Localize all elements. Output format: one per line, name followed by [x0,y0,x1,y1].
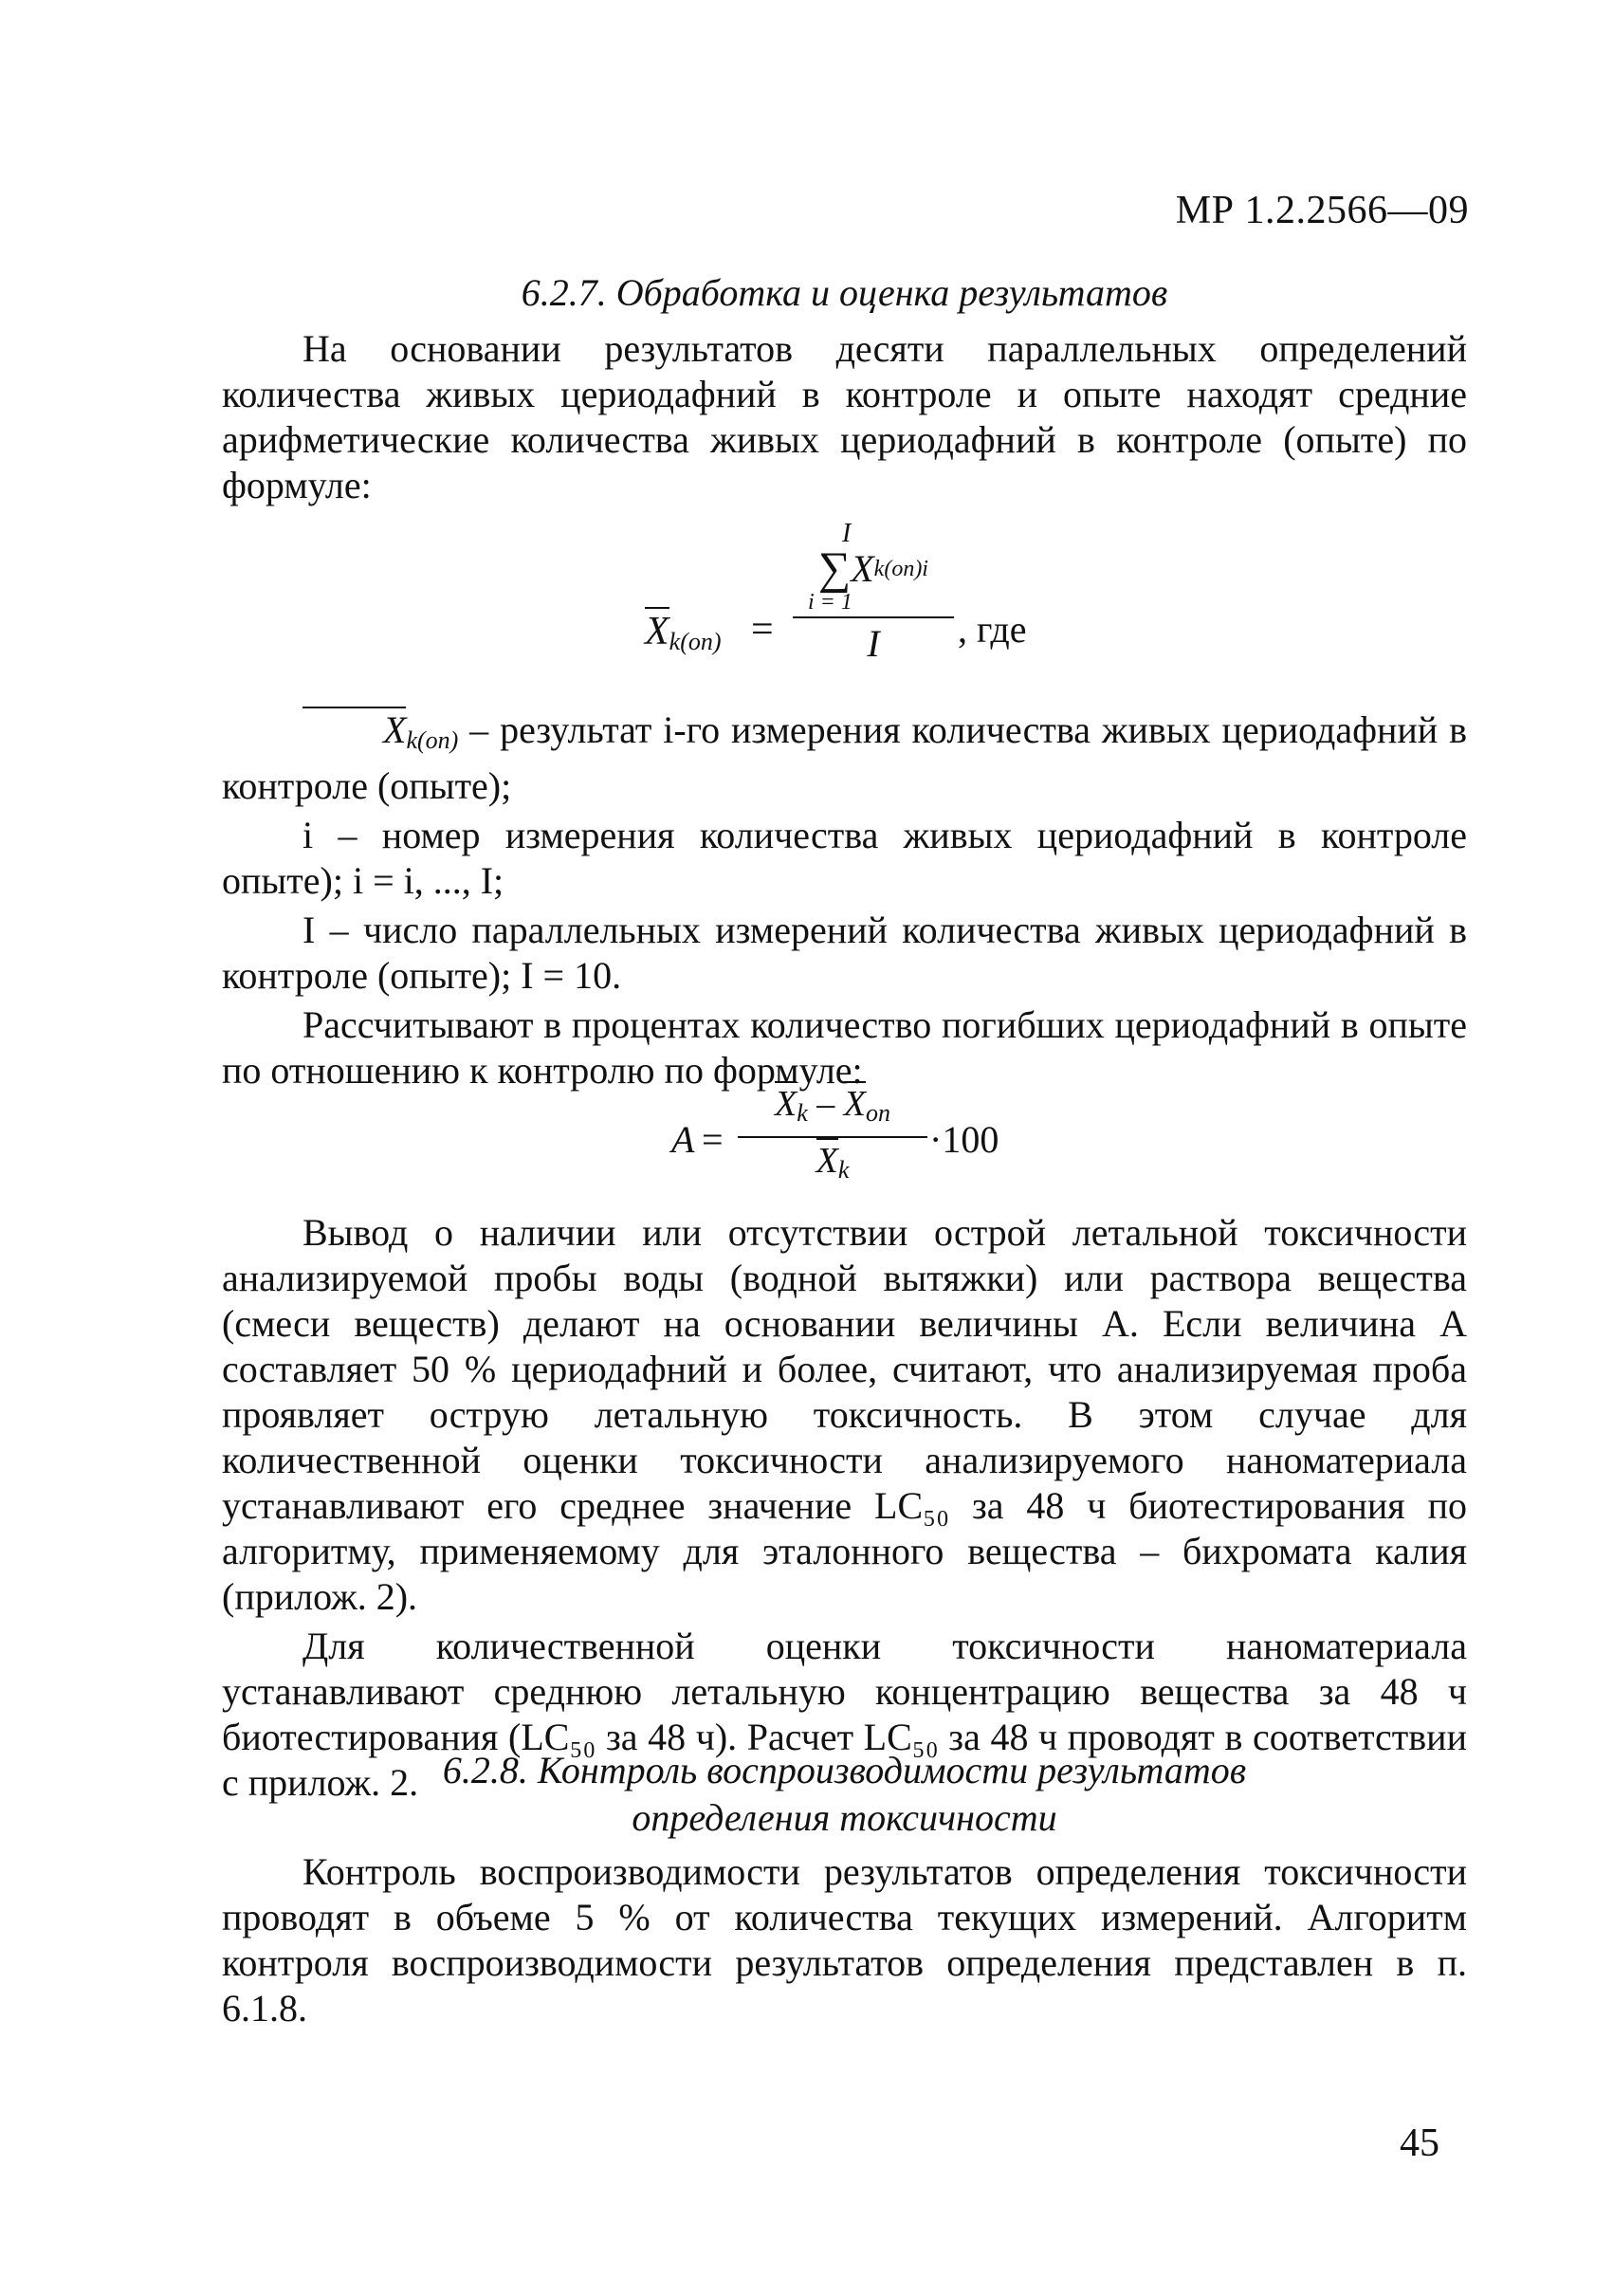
quantitative-paragraph: Для количественной оценки токсичности наноматериала устанавливают среднюю летальную концентрацию вещества за 48 ч биотестирования (LC₅₀ за 48 ч). Расчет LC₅₀ за 48 ч проводят в соответствии с прилож. 2. [222,1625,1467,1804]
sum-expression [793,543,954,594]
formula1-lhs [645,607,722,656]
page-number: 45 [1400,2122,1439,2165]
variable-3: I – число параллельных измерений количества живых цериодафний в контроле (опыте); I = 10. [222,909,1467,997]
reproducibility-block [222,1849,1467,2031]
section-title-6-2-8-line1: 6.2.8. Контроль воспроизводимости результатов [442,1749,1247,1791]
formula1-equals: = [751,608,774,652]
intro-paragraph [222,326,1467,508]
den-var: X [816,1138,838,1179]
num-b-sub: on [865,1099,890,1127]
formula1-lhs-sub: k(on) [669,628,722,655]
sum-lower-limit: i = 1 [808,590,852,615]
formula1-suffix: , где [958,608,1027,651]
reproducibility-paragraph: Контроль воспроизводимости результатов определения токсичности проводят в объеме 5 % от количества текущих измерений. Алгоритм контроля воспроизводимости результатов определения представлен в п. 6.1.8. [222,1850,1467,2030]
section-title-6-2-7: 6.2.7. Обработка и оценка результатов [521,271,1168,314]
sum-term-var: X [851,547,874,590]
var1-sub: k(on) [406,726,459,754]
formula1-denominator: I [867,622,880,665]
formula1-fraction [793,520,954,670]
formula1-lhs-var: X [645,607,669,652]
formula2-equals: = [702,1118,724,1161]
percent-formula [671,1081,1013,1204]
calc-intro: Рассчитывают в процентах количество погибших цериодафний в опыте по отношению к контролю по формуле: [222,1003,1467,1092]
mean-formula [637,520,1168,690]
formula2-numerator [738,1081,927,1136]
section-title-6-2-8 [222,1747,1467,1842]
var1-symbol: X [302,707,406,749]
intro-text: На основании результатов десяти параллельных определений количества живых цериодафний в контроле и опыте находят средние арифметические количества живых цериодафний в контроле (опыте) по формуле: [222,327,1467,506]
formula2-denominator [738,1138,927,1193]
variable-1 [222,707,1467,809]
conclusion-paragraph: Вывод о наличии или отсутствии острой летальной токсичности анализируемой пробы воды (водной вытяжки) или раствора вещества (смеси веществ) делают на основании величины A. Если величина A составляет 50 % цериодафний и более, считают, что анализируемая проба проявляет острую летальную токсичность. В этом случае для количественной оценки токсичности анализируемого наноматериала устанавливают его среднее значение LC₅₀ за 48 ч биотестирования по алгоритму, применяемому для эталонного вещества – бихромата калия (прилож. 2). [222,1211,1467,1618]
formula2-multiplier: ·100 [929,1118,999,1161]
num-a-sub: k [797,1099,808,1127]
sum-term-sub: k(on)i [873,557,928,581]
den-sub: k [837,1156,850,1184]
num-a-var: X [775,1081,797,1122]
num-b-var: X [844,1081,866,1122]
section-title-6-2-8-line2: определения токсичности [632,1796,1057,1839]
var1-description: – результат i-го измерения количества живых цериодафний в контроле (опыте); [222,708,1467,807]
conclusion-block [222,1210,1467,1806]
minus-sign: – [816,1084,835,1124]
variable-2: i – номер измерения количества живых цериодафний в контроле опыте); i = i, ..., I; [222,814,1467,902]
sum-upper-limit: I [842,519,852,548]
sum-symbol: ∑ [818,543,852,594]
variables-list [222,707,1467,1093]
document-number: МР 1.2.2566—09 [1175,189,1469,232]
formula2-fraction [738,1081,927,1193]
formula2-lhs: A [671,1118,695,1161]
